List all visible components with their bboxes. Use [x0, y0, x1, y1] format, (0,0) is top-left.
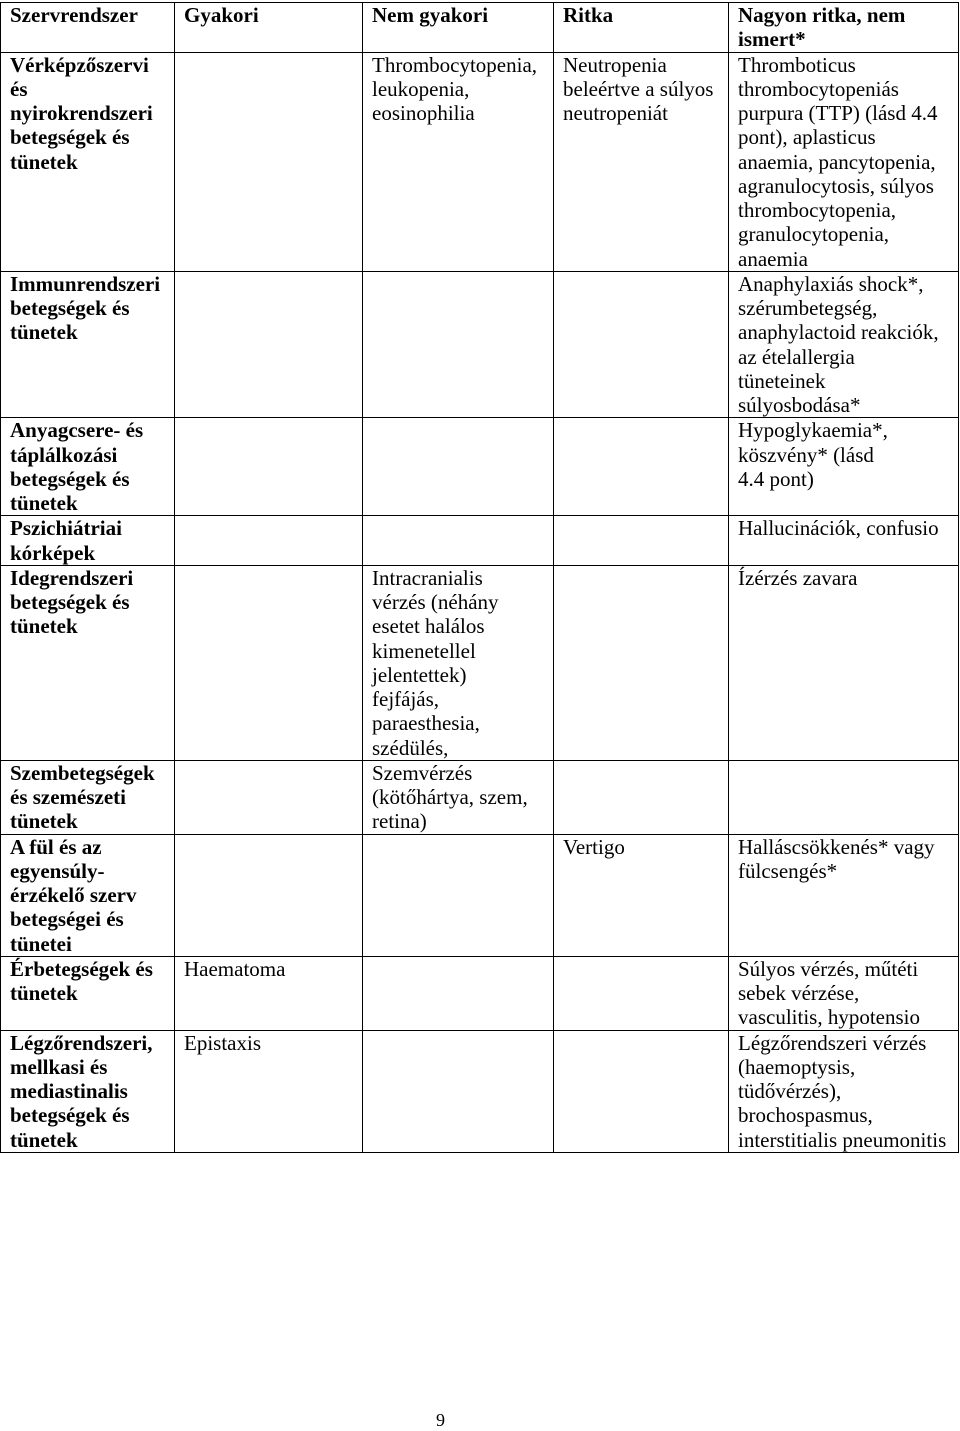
cell-line: thrombocytopeniás [738, 76, 899, 101]
cell-line: kimenetellel [372, 638, 476, 663]
cell-common [175, 52, 363, 271]
row-label [1, 418, 175, 516]
cell-line: tüneteinek [738, 368, 826, 393]
cell-line: Pszichiátriai [10, 516, 122, 541]
header-common [175, 3, 363, 53]
cell-line: súlyosbodása* [738, 393, 861, 417]
row-label [1, 1030, 175, 1152]
header-row [1, 3, 959, 53]
cell-line: anaphylactoid reakciók, [738, 320, 939, 345]
cell-line: tünetek [10, 491, 78, 515]
page-number: 9 [436, 1410, 445, 1430]
cell-very-rare [729, 52, 959, 271]
cell-line: Intracranialis [372, 565, 483, 590]
cell-line: tünetek [10, 320, 78, 345]
cell-uncommon [363, 565, 554, 760]
cell-common [175, 516, 363, 566]
row-label [1, 834, 175, 956]
cell-line: fülcsengés* [738, 858, 838, 883]
cell-line: mediastinalis [10, 1079, 128, 1103]
cell-line: anaemia [738, 246, 808, 271]
cell-line: Thrombocytopenia, [372, 52, 538, 77]
table-row [1, 565, 959, 760]
cell-line: tünetek [10, 149, 78, 174]
cell-line: Légzőrendszeri, [10, 1030, 153, 1055]
cell-line: Idegrendszeri [10, 565, 134, 590]
row-label [1, 516, 175, 566]
cell-line: Epistaxis [184, 1030, 261, 1055]
cell-line: Szemvérzés [372, 760, 473, 785]
adverse-reactions-table [0, 2, 959, 1153]
cell-line: sebek vérzése, [738, 981, 860, 1005]
cell-rare [554, 1030, 729, 1152]
cell-very-rare [729, 565, 959, 760]
cell-common [175, 760, 363, 834]
cell-uncommon [363, 1030, 554, 1152]
cell-line: vasculitis, hypotensio [738, 1005, 920, 1030]
cell-uncommon [363, 52, 554, 271]
cell-line: tüdővérzés), [738, 1079, 842, 1103]
cell-rare [554, 418, 729, 516]
cell-line: köszvény* (lásd [738, 442, 874, 467]
header-very-rare [729, 3, 959, 53]
cell-common [175, 834, 363, 956]
row-label [1, 271, 175, 418]
cell-uncommon [363, 271, 554, 418]
cell-line: Immunrendszeri [10, 271, 161, 296]
cell-very-rare [729, 1030, 959, 1152]
cell-rare [554, 956, 729, 1030]
table-row [1, 1030, 959, 1152]
cell-line: betegségei és [10, 907, 124, 932]
cell-very-rare [729, 834, 959, 956]
cell-line: Anyagcsere- és [10, 418, 144, 443]
cell-uncommon [363, 834, 554, 956]
cell-rare [554, 271, 729, 418]
cell-rare [554, 834, 729, 956]
row-label [1, 760, 175, 834]
header-line: Nem gyakori [372, 3, 489, 27]
cell-very-rare [729, 516, 959, 566]
cell-rare [554, 52, 729, 271]
cell-line: agranulocytosis, súlyos [738, 173, 934, 198]
table-row [1, 760, 959, 834]
cell-line: és szemészeti [10, 785, 127, 809]
cell-line: thrombocytopenia, [738, 198, 897, 222]
row-label [1, 52, 175, 271]
cell-line: Halláscsökkenés* vagy [738, 834, 935, 859]
cell-line: 4.4 pont) [738, 466, 814, 491]
cell-line: tünetek [10, 981, 78, 1005]
cell-uncommon [363, 956, 554, 1030]
cell-very-rare [729, 760, 959, 834]
cell-line: beleértve a súlyos [563, 76, 714, 101]
cell-line: Légzőrendszeri vérzés [738, 1030, 927, 1055]
cell-line: vérzés (néhány [372, 590, 499, 614]
cell-uncommon [363, 418, 554, 516]
cell-rare [554, 760, 729, 834]
cell-line: nyirokrendszeri [10, 101, 153, 125]
cell-line: Szembetegségek [10, 760, 155, 785]
header-line: Szervrendszer [10, 3, 138, 27]
cell-line: betegségek és [10, 466, 130, 491]
cell-rare [554, 516, 729, 566]
cell-uncommon [363, 760, 554, 834]
header-rare [554, 3, 729, 53]
table-row [1, 834, 959, 956]
cell-line: Hallucinációk, confusio [738, 516, 939, 541]
table-row [1, 52, 959, 271]
header-system-organ-class [1, 3, 175, 53]
cell-line: táplálkozási [10, 442, 118, 467]
cell-line: Anaphylaxiás shock*, [738, 271, 924, 296]
cell-line: tünetek [10, 614, 78, 639]
cell-line: betegségek és [10, 296, 130, 320]
cell-line: neutropeniát [563, 101, 668, 125]
cell-line: Hypoglykaemia*, [738, 418, 888, 443]
row-label [1, 956, 175, 1030]
cell-line: az ételallergia [738, 344, 855, 369]
cell-line: brochospasmus, [738, 1103, 873, 1128]
cell-very-rare [729, 956, 959, 1030]
cell-line: (kötőhártya, szem, [372, 785, 528, 809]
cell-rare [554, 565, 729, 760]
cell-line: tünetek [10, 1127, 78, 1152]
cell-common [175, 565, 363, 760]
row-label [1, 565, 175, 760]
table-row [1, 418, 959, 516]
cell-line: tünetek [10, 809, 78, 834]
cell-line: Ízérzés zavara [738, 565, 858, 590]
cell-line: betegségek és [10, 590, 130, 614]
cell-line: granulocytopenia, [738, 222, 890, 247]
header-line: Gyakori [184, 3, 259, 27]
cell-common [175, 1030, 363, 1152]
cell-common [175, 418, 363, 516]
header-uncommon [363, 3, 554, 53]
cell-line: purpura (TTP) (lásd 4.4 [738, 101, 938, 125]
cell-line: szérumbetegség, [738, 296, 878, 320]
cell-very-rare [729, 418, 959, 516]
cell-uncommon [363, 516, 554, 566]
table-row [1, 516, 959, 566]
cell-line: retina) [372, 809, 427, 834]
cell-line: kórképek [10, 540, 96, 565]
cell-line: paraesthesia, [372, 711, 480, 736]
header-line: Ritka [563, 3, 614, 27]
cell-line: jelentettek) [372, 662, 467, 687]
cell-line: Neutropenia [563, 52, 667, 77]
cell-line: esetet halálos [372, 614, 485, 639]
cell-line: Súlyos vérzés, műtéti [738, 956, 919, 981]
cell-line: Vérképzőszervi [10, 52, 149, 77]
header-line: ismert* [738, 27, 806, 52]
cell-line: leukopenia, [372, 76, 470, 101]
cell-line: anaemia, pancytopenia, [738, 149, 936, 174]
cell-line: betegségek és [10, 1103, 130, 1128]
table-row [1, 271, 959, 418]
cell-line: érzékelő szerv [10, 883, 137, 907]
cell-line: Érbetegségek és [10, 956, 153, 981]
cell-line: fejfájás, [372, 687, 440, 711]
cell-very-rare [729, 271, 959, 418]
cell-line: Vertigo [563, 834, 625, 859]
cell-line: szédülés, [372, 735, 449, 760]
cell-line: A fül és az [10, 834, 102, 859]
cell-line: egyensúly- [10, 858, 105, 883]
cell-line: Thromboticus [738, 52, 856, 77]
cell-common [175, 956, 363, 1030]
cell-line: interstitialis pneumonitis [738, 1127, 947, 1152]
cell-line: mellkasi és [10, 1054, 108, 1079]
table-row [1, 956, 959, 1030]
cell-line: betegségek és [10, 125, 130, 150]
cell-line: pont), aplasticus [738, 125, 876, 150]
cell-line: és [10, 76, 28, 101]
header-line: Nagyon ritka, nem [738, 3, 906, 27]
cell-line: tünetei [10, 931, 72, 956]
cell-line: (haemoptysis, [738, 1054, 856, 1079]
cell-common [175, 271, 363, 418]
cell-line: eosinophilia [372, 101, 475, 125]
cell-line: Haematoma [184, 956, 286, 981]
